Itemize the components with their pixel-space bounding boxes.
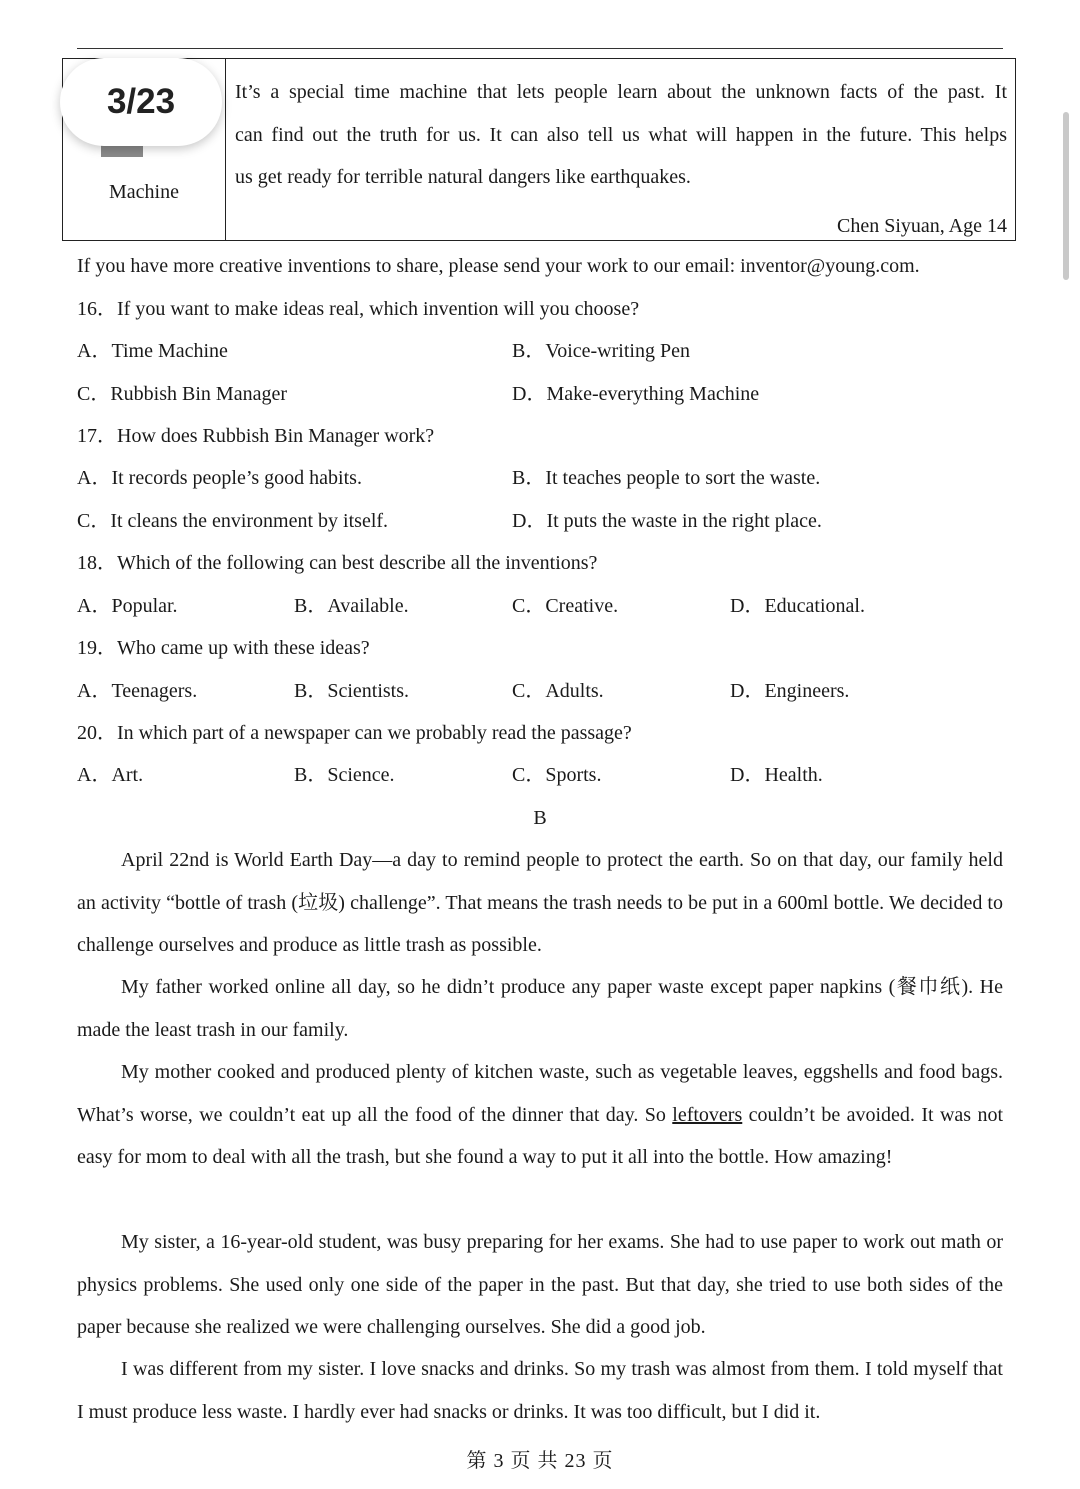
option-17a[interactable]: A．It records people’s good habits. [77, 467, 362, 489]
underlined-word: leftovers [672, 1103, 743, 1126]
card-line: It’s a special time machine that lets people learn about the unknown facts of the past. It [235, 81, 1007, 103]
page-footer: 第 3 页 共 23 页 [466, 1450, 614, 1472]
option-18c[interactable]: C．Creative. [512, 595, 619, 617]
passage-paragraph: April 22nd is World Earth Day—a day to remind people to protect the earth. So on that day, our family held an activity “bottle of trash (垃圾) challenge”. That means the trash needs to be put in a 600ml bottle. We decided to challenge ourselves and produce as little trash as possible. [77, 849, 1003, 956]
option-17d[interactable]: D．It puts the waste in the right place. [512, 510, 822, 532]
option-20a[interactable]: A．Art. [77, 764, 144, 786]
section-heading: B [533, 807, 547, 829]
scrollbar-thumb[interactable] [1063, 112, 1069, 280]
option-19a[interactable]: A．Teenagers. [77, 680, 198, 702]
top-rule [77, 48, 1003, 49]
option-19c[interactable]: C．Adults. [512, 680, 604, 702]
question-17: 17．How does Rubbish Bin Manager work? [77, 425, 435, 447]
option-19b[interactable]: B．Scientists. [294, 680, 410, 702]
option-16c[interactable]: C．Rubbish Bin Manager [77, 383, 287, 405]
option-18a[interactable]: A．Popular. [77, 595, 178, 617]
option-17c[interactable]: C．It cleans the environment by itself. [77, 510, 389, 532]
option-17b[interactable]: B．It teaches people to sort the waste. [512, 467, 821, 489]
page-badge: 3/23 [60, 58, 222, 146]
option-20b[interactable]: B．Science. [294, 764, 395, 786]
option-16d[interactable]: D．Make-everything Machine [512, 383, 760, 405]
card-signature: Chen Siyuan, Age 14 [837, 215, 1007, 237]
passage-paragraph: My father worked online all day, so he didn’t produce any paper waste except paper napkins (餐巾纸). He made the least trash in our family. [77, 976, 1003, 1041]
passage-paragraph: My mother cooked and produced plenty of kitchen waste, such as vegetable leaves, eggshells and food bags. What’s worse, we couldn’t eat up all the food of the dinner that day. So leftovers couldn’t be avoided. It was not easy for mom to deal with all the trash, but she found a way to put it all into the bottle. How amazing! [77, 1061, 1004, 1168]
option-20d[interactable]: D．Health. [730, 764, 823, 786]
option-20c[interactable]: C．Sports. [512, 764, 602, 786]
card-line: us get ready for terrible natural dangers like earthquakes. [235, 166, 691, 188]
contact-line: If you have more creative inventions to share, please send your work to our email: inventor@young.com. [77, 255, 920, 277]
passage-paragraph: I was different from my sister. I love snacks and drinks. So my trash was almost from them. I told myself that I must produce less waste. I hardly ever had snacks or drinks. It was too difficult, but I did it. [77, 1358, 1003, 1423]
question-16: 16．If you want to make ideas real, which invention will you choose? [77, 298, 640, 320]
card-description [235, 71, 1007, 237]
option-16a[interactable]: A．Time Machine [77, 340, 228, 362]
card-label: Machine [109, 181, 179, 203]
question-20: 20．In which part of a newspaper can we probably read the passage? [77, 722, 632, 744]
option-18b[interactable]: B．Available. [294, 595, 409, 617]
option-19d[interactable]: D．Engineers. [730, 680, 850, 702]
option-18d[interactable]: D．Educational. [730, 595, 865, 617]
question-19: 19．Who came up with these ideas? [77, 637, 370, 659]
passage-paragraph: My sister, a 16-year-old student, was busy preparing for her exams. She had to use paper to work out math or physics problems. She used only one side of the paper in the past. But that day, she tried to use both sides of the paper because she realized we were challenging ourselves. She did a good job. [77, 1231, 1003, 1338]
option-16b[interactable]: B．Voice-writing Pen [512, 340, 690, 362]
card-line: can find out the truth for us. It can also tell us what will happen in the future. This helps [235, 123, 1007, 146]
question-18: 18．Which of the following can best describe all the inventions? [77, 552, 598, 574]
